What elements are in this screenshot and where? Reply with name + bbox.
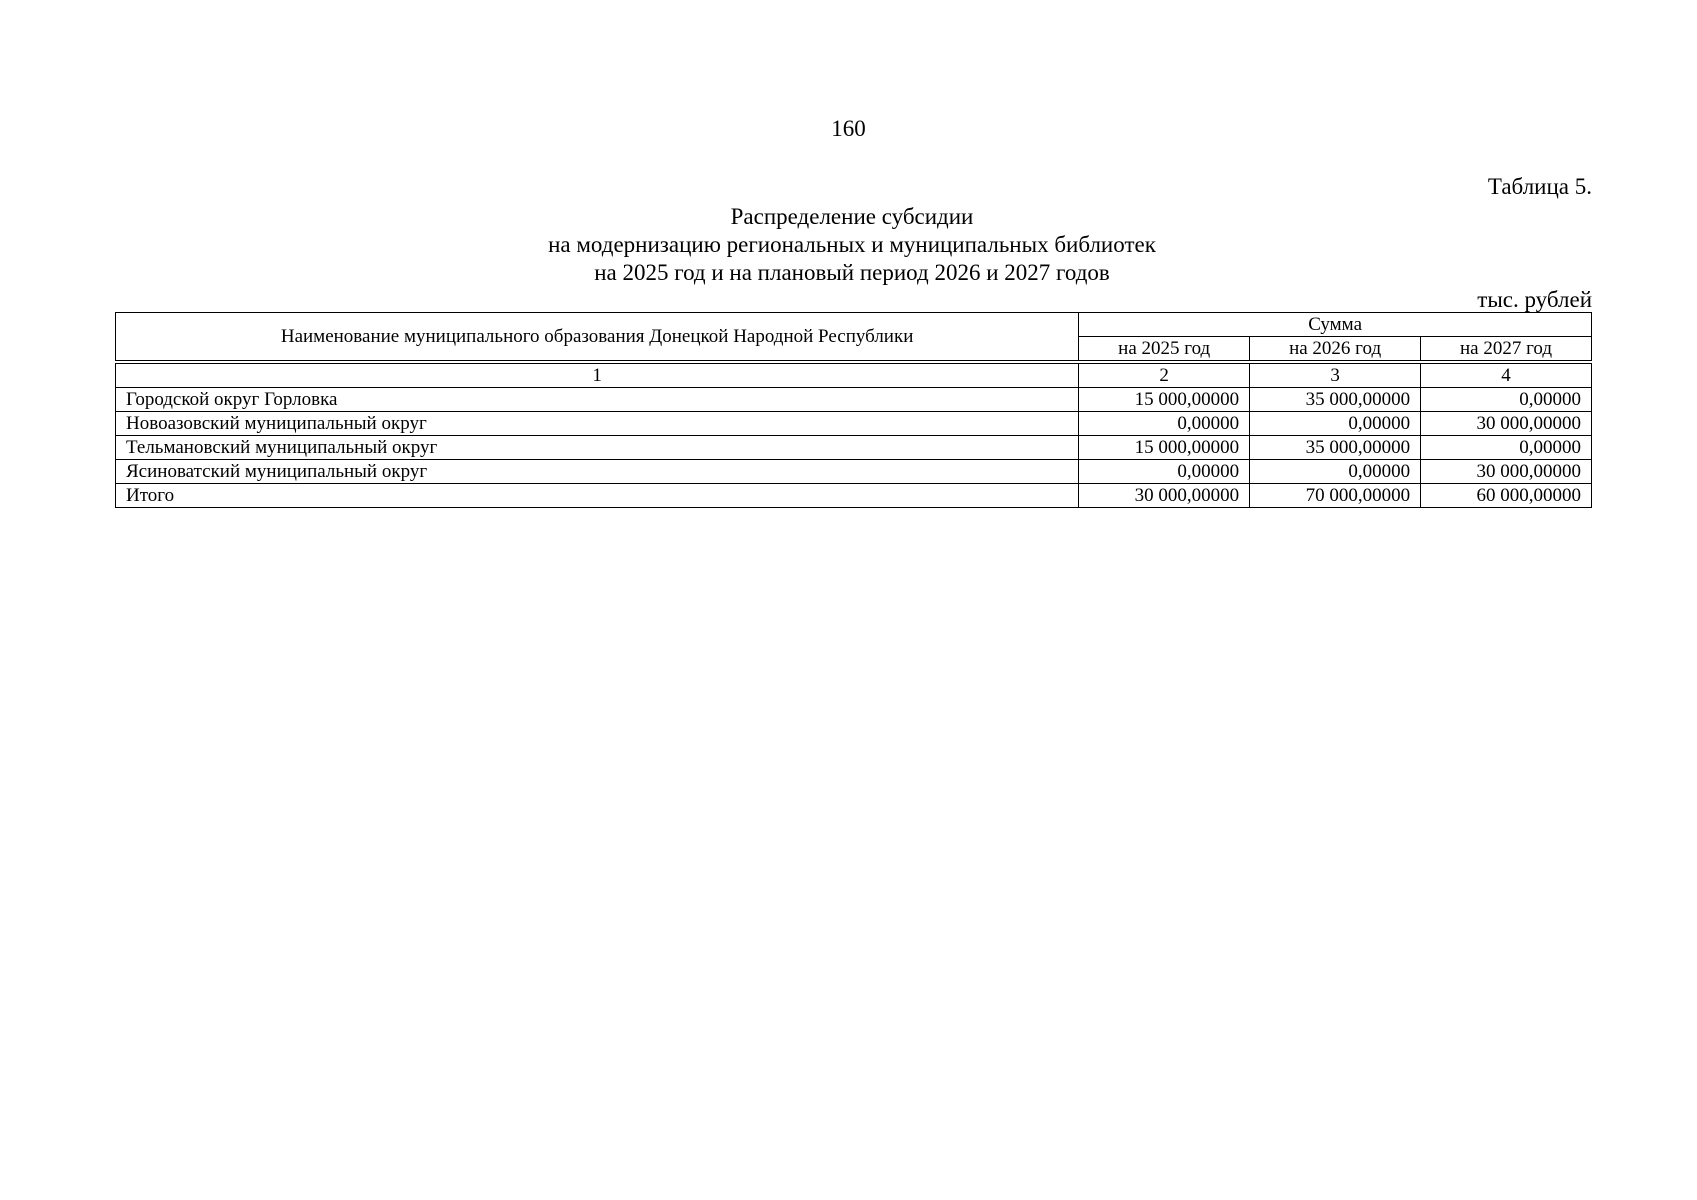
row-value-2027: 0,00000 [1421, 388, 1592, 412]
header-name: Наименование муниципального образования Донецкой Народной Республики [116, 313, 1079, 361]
document-title [115, 203, 1589, 287]
row-name: Новоазовский муниципальный округ [116, 412, 1079, 436]
table-row [116, 388, 1592, 412]
row-value-2027: 30 000,00000 [1421, 460, 1592, 484]
row-value-2025: 15 000,00000 [1079, 388, 1250, 412]
index-cell: 1 [116, 364, 1079, 388]
row-value-2026: 35 000,00000 [1250, 388, 1421, 412]
row-value-2025: 0,00000 [1079, 412, 1250, 436]
total-label: Итого [116, 484, 1079, 508]
page-number: 160 [831, 116, 866, 141]
table-row [116, 412, 1592, 436]
row-value-2026: 0,00000 [1250, 460, 1421, 484]
index-cell: 2 [1079, 364, 1250, 388]
total-value-2026: 70 000,00000 [1250, 484, 1421, 508]
units-label: тыс. рублей [1477, 287, 1592, 312]
title-line-2: на модернизацию региональных и муниципальных библиотек [548, 232, 1156, 257]
row-value-2027: 0,00000 [1421, 436, 1592, 460]
table-row [116, 460, 1592, 484]
row-name: Городской округ Горловка [116, 388, 1079, 412]
header-year-2026: на 2026 год [1250, 337, 1421, 361]
title-line-3: на 2025 год и на плановый период 2026 и 2027 годов [594, 260, 1110, 285]
index-row [116, 364, 1592, 388]
row-value-2026: 35 000,00000 [1250, 436, 1421, 460]
header-row-top [116, 313, 1592, 337]
index-cell: 4 [1421, 364, 1592, 388]
total-value-2027: 60 000,00000 [1421, 484, 1592, 508]
subsidy-table [115, 312, 1592, 508]
total-row [116, 484, 1592, 508]
table-row [116, 436, 1592, 460]
row-value-2027: 30 000,00000 [1421, 412, 1592, 436]
header-year-2027: на 2027 год [1421, 337, 1592, 361]
row-value-2025: 15 000,00000 [1079, 436, 1250, 460]
index-cell: 3 [1250, 364, 1421, 388]
title-line-1: Распределение субсидии [730, 204, 974, 229]
total-value-2025: 30 000,00000 [1079, 484, 1250, 508]
header-sum: Сумма [1079, 313, 1592, 337]
row-name: Тельмановский муниципальный округ [116, 436, 1079, 460]
row-value-2025: 0,00000 [1079, 460, 1250, 484]
row-name: Ясиноватский муниципальный округ [116, 460, 1079, 484]
table-label: Таблица 5. [1487, 174, 1592, 199]
row-value-2026: 0,00000 [1250, 412, 1421, 436]
header-year-2025: на 2025 год [1079, 337, 1250, 361]
